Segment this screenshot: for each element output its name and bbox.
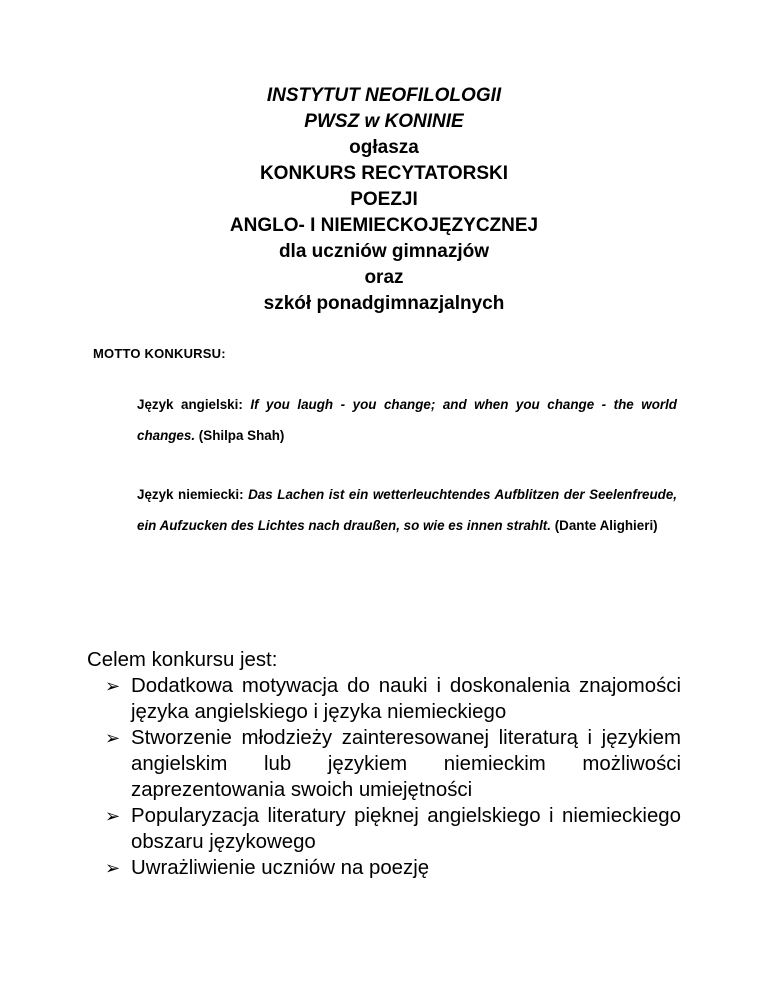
english-quote-author: (Shilpa Shah) (198, 428, 285, 443)
audience-line-2: szkół ponadgimnazjalnych (263, 293, 505, 314)
contest-languages: ANGLO- I NIEMIECKOJĘZYCZNEJ (229, 215, 539, 236)
english-motto (137, 389, 677, 451)
list-item (87, 855, 681, 881)
arrow-bullet-icon: ➢ (105, 858, 121, 878)
contest-subject: POEZJI (350, 189, 418, 210)
german-language-label: Język niemiecki: (137, 487, 244, 502)
goals-intro: Celem konkursu jest: (87, 649, 278, 671)
goals-list (87, 673, 681, 881)
arrow-bullet-icon: ➢ (105, 806, 121, 826)
institute-name: INSTYTUT NEOFILOLOGII (266, 85, 502, 106)
german-motto (137, 479, 677, 541)
list-item (87, 673, 681, 725)
announces-text: ogłasza (349, 137, 419, 158)
arrow-bullet-icon: ➢ (105, 728, 121, 748)
contest-title: KONKURS RECYTATORSKI (259, 163, 509, 184)
goal-text: Dodatkowa motywacja do nauki i doskonalenia znajomości języka angielskiego i języka niemieckiego (131, 675, 681, 723)
school-name: PWSZ w KONINIE (304, 111, 464, 132)
announcement-header (0, 83, 768, 317)
list-item (87, 725, 681, 803)
contest-goals (87, 647, 681, 881)
audience-line-1: dla uczniów gimnazjów (278, 241, 490, 262)
goal-text: Stworzenie młodzieży zainteresowanej literaturą i językiem angielskim lub językiem niemieckim możliwości zaprezentowania swoich umiejętności (131, 727, 681, 801)
list-item (87, 803, 681, 855)
goal-text: Popularyzacja literatury pięknej angielskiego i niemieckiego obszaru językowego (131, 805, 681, 853)
arrow-bullet-icon: ➢ (105, 676, 121, 696)
german-quote-author: (Dante Alighieri) (554, 518, 658, 533)
english-quote: If you laugh - you change; and when you change - the world changes. (137, 397, 677, 443)
german-quote: Das Lachen ist ein wetterleuchtendes Aufblitzen der Seelenfreude, ein Aufzucken des Lichtes nach draußen, so wie es innen strahlt. (137, 487, 677, 533)
goal-text: Uwrażliwienie uczniów na poezję (131, 857, 430, 879)
motto-label: MOTTO KONKURSU: (93, 346, 226, 361)
audience-conjunction: oraz (364, 267, 404, 288)
english-language-label: Język angielski: (137, 397, 243, 412)
